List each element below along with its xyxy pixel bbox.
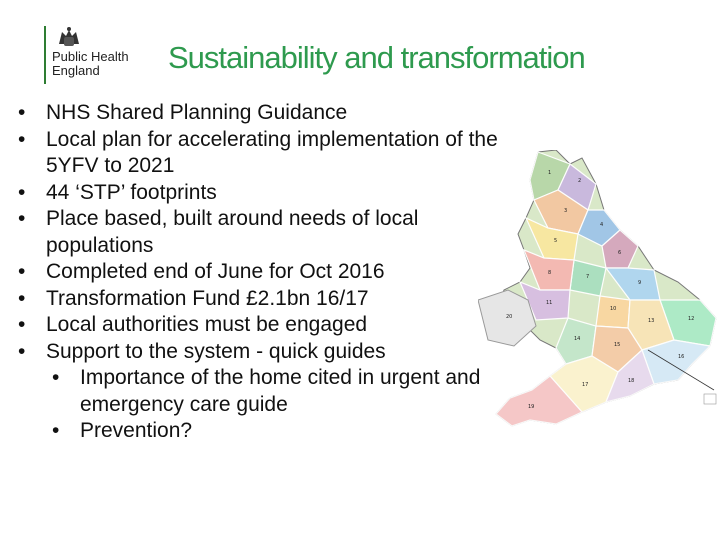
bullet-dot: • bbox=[52, 419, 60, 442]
bullet-text: Local plan for accelerating implementation of the 5YFV to 2021 bbox=[46, 127, 498, 177]
bullet-text: 44 ‘STP’ footprints bbox=[46, 180, 217, 204]
svg-text:7: 7 bbox=[586, 274, 590, 280]
sub-bullet-item bbox=[18, 418, 498, 445]
sub-bullet-item bbox=[18, 365, 498, 418]
sub-bullet-text: Importance of the home cited in urgent and emergency care guide bbox=[80, 366, 481, 416]
bullet-text: Place based, built around needs of local populations bbox=[46, 207, 419, 257]
bullet-item bbox=[18, 127, 498, 180]
svg-text:8: 8 bbox=[548, 270, 552, 276]
svg-text:5: 5 bbox=[554, 238, 558, 244]
bullet-text: Transformation Fund £2.1bn 16/17 bbox=[46, 286, 369, 310]
bullet-item bbox=[18, 286, 498, 313]
svg-text:20: 20 bbox=[506, 314, 513, 320]
bullet-dot: • bbox=[18, 127, 26, 151]
bullet-dot: • bbox=[18, 260, 26, 283]
logo-divider bbox=[44, 26, 46, 84]
bullet-dot: • bbox=[18, 180, 26, 204]
england-map-icon bbox=[478, 150, 718, 430]
bullet-item bbox=[18, 100, 498, 127]
bullet-list bbox=[18, 100, 498, 445]
bullet-text: Completed end of June for Oct 2016 bbox=[46, 260, 385, 283]
bullet-text: Support to the system - quick guides bbox=[46, 339, 386, 363]
svg-text:17: 17 bbox=[582, 382, 589, 388]
svg-text:11: 11 bbox=[546, 300, 553, 306]
svg-text:14: 14 bbox=[574, 336, 581, 342]
svg-text:19: 19 bbox=[528, 404, 535, 410]
bullet-item bbox=[18, 312, 498, 339]
sub-bullet-text: Prevention? bbox=[80, 419, 193, 442]
page-title: Sustainability and transformation bbox=[168, 40, 585, 75]
bullet-dot: • bbox=[18, 339, 26, 363]
svg-text:2: 2 bbox=[578, 178, 582, 184]
svg-text:4: 4 bbox=[600, 222, 604, 228]
bullet-dot: • bbox=[18, 207, 26, 230]
svg-text:12: 12 bbox=[688, 316, 695, 322]
svg-text:15: 15 bbox=[614, 342, 621, 348]
logo-text bbox=[52, 50, 129, 78]
bullet-dot: • bbox=[18, 101, 26, 124]
bullet-item bbox=[18, 206, 498, 259]
royal-crest-icon bbox=[56, 26, 82, 50]
bullet-text: Local authorities must be engaged bbox=[46, 313, 368, 336]
svg-text:16: 16 bbox=[678, 354, 685, 360]
bullet-item bbox=[18, 339, 498, 366]
bullet-item bbox=[18, 259, 498, 286]
logo-line-2: England bbox=[52, 63, 100, 78]
svg-text:10: 10 bbox=[610, 306, 617, 312]
svg-text:13: 13 bbox=[648, 318, 655, 324]
svg-text:9: 9 bbox=[638, 280, 642, 286]
svg-text:18: 18 bbox=[628, 378, 635, 384]
svg-text:1: 1 bbox=[548, 170, 552, 176]
bullet-dot: • bbox=[52, 366, 60, 389]
bullet-dot: • bbox=[18, 313, 26, 336]
svg-text:6: 6 bbox=[618, 250, 622, 256]
bullet-item bbox=[18, 180, 498, 207]
bullet-text: NHS Shared Planning Guidance bbox=[46, 101, 348, 124]
logo-line-1: Public Health bbox=[52, 49, 129, 64]
svg-text:3: 3 bbox=[564, 208, 568, 214]
bullet-dot: • bbox=[18, 286, 26, 310]
